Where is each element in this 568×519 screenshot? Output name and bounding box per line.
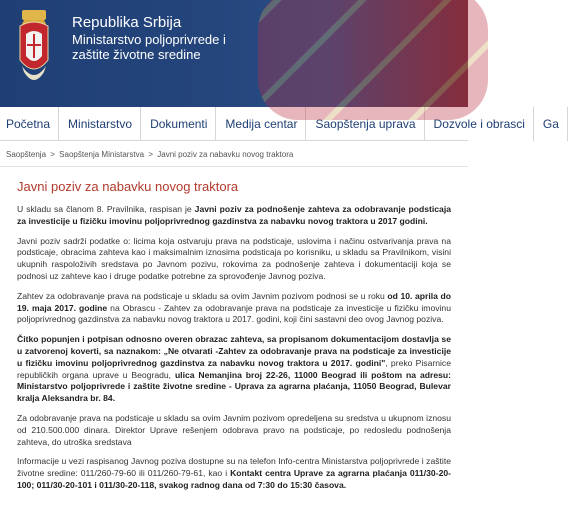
emphasized-text: Čitko popunjen i potpisan odnosno overen obrazac zahteva, sa propisanom dokumentacijom dostavlja se u zatvorenoj koverti, sa naznakom: „Ne otvarati -Zahtev za odobravanje prava na podsticaje za investicije u fizičku imovinu poljoprivrednog gazdinstva za nabavku novog traktora u 2017. godini" [17,334,451,368]
body-text: na Obrascu - Zahtev za odobravanje prava na podsticaje za investicije u fizičku imovinu poljoprivrednog gazdinstva za nabavku novog traktora u 2017. godini, koji čini sastavni deo ovog Javnog poziva. [17,302,451,325]
emphasized-text: Kontakt centra Uprave za agrarna plaćanja 011/30-20-100; 011/30-20-101 i 011/30-20-118, svakog radnog dana od 7:30 do 15:30 časova. [17,468,451,490]
article-content [0,167,468,492]
coat-of-arms-icon[interactable] [14,8,54,90]
nav-item-truncated[interactable]: Ga [534,107,568,141]
nav-item-ministarstvo[interactable]: Ministarstvo [59,107,141,141]
breadcrumb-separator: > [50,150,55,159]
site-title-block[interactable] [72,14,226,62]
article-paragraph [17,204,451,228]
nav-item-saopstenja-uprava[interactable]: Saopštenja uprava [306,107,424,141]
breadcrumb-separator: > [148,150,154,159]
body-text: Informacije u vezi raspisanog Javnog poziva dostupne su na telefon Info-centra Ministarstva poljoprivrede i zaštite životne sredine: 011/260-79-60 ili 011/260-79-61, kao i [17,456,451,479]
article-paragraph [17,291,451,326]
emphasized-text: Javni poziv za podnošenje zahteva za odobravanje podsticaja za investicije u fizičku imovinu poljoprivrednog gazdinstva za nabavku novog traktora u 2017 godini. [17,204,451,226]
page-title: Javni poziv za nabavku novog traktora [17,179,239,194]
site-title-ministry-line2: zaštite životne sredine [72,47,201,62]
emphasized-text: ulica Nemanjina broj 22-26, 11000 Beograd ili poštom na adresu: Ministarstvo poljoprivrede i zaštite životne sredine - Uprava za agrarna plaćanja, 11050 Beograd, Bulevar kralja Aleksandra br. 84. [17,369,451,404]
article-paragraph [17,334,451,405]
breadcrumb-current: Javni poziv za nabavku novog traktora [157,150,294,159]
site-header [0,0,468,107]
body-text: Za odobravanje prava na podsticaje u skladu sa ovim Javnim pozivom opredeljena su sredstva u ukupnom iznosu od 210.500.000 dinara. Direktor Uprave rešenjem odobrava pravo na podsticaje, po redosledu podnošenja zahteva, do utroška sredstava [17,412,451,447]
waving-flag-background [258,0,488,120]
nav-item-dozvole-i-obrasci[interactable]: Dozvole i obrasci [425,107,534,141]
nav-item-medija-centar[interactable]: Medija centar [216,107,306,141]
nav-item-dokumenti[interactable]: Dokumenti [141,107,216,141]
article-paragraph [17,236,451,283]
body-text: , preko Pisarnice republičkih organa uprave u Beogradu, [17,357,451,380]
body-text: U skladu sa članom 8. Pravilnika, raspisan je [17,204,195,214]
site-title-ministry-line1: Ministarstvo poljoprivrede i [72,32,226,47]
body-text: Javni poziv sadrži podatke o: licima koja ostvaruju prava na podsticaje, uslovima i načinu ostvarivanja prava na podsticaje, obracima zahteva kao i maksimalnim iznosima podsticaja po korisniku, u skladu sa Pravilnikom, visini ukupnih raspoloživih sredstava po Javnom pozivu, rokovima za podnošenje zahteva i dokumentaciji koja se podnosi uz zahteve kao i druge podatke potrebne za sprovođenje Javnog poziva. [17,235,451,281]
nav-item-pocetna[interactable]: Početna [0,107,59,141]
emphasized-text: od 10. aprila do 19. maja 2017. godine [17,290,451,313]
site-title-country: Republika Srbija [72,14,182,31]
article-paragraph [17,456,451,491]
breadcrumb-link-saopstenja[interactable]: Saopštenja [6,150,47,159]
breadcrumb-link-saopstenja-ministarstva[interactable]: Saopštenja Ministarstva [59,150,145,159]
article-paragraph [17,413,451,448]
breadcrumb [0,141,468,167]
body-text: Zahtev za odobravanje prava na podsticaje u skladu sa ovim Javnim pozivom podnosi se u roku [17,290,388,301]
